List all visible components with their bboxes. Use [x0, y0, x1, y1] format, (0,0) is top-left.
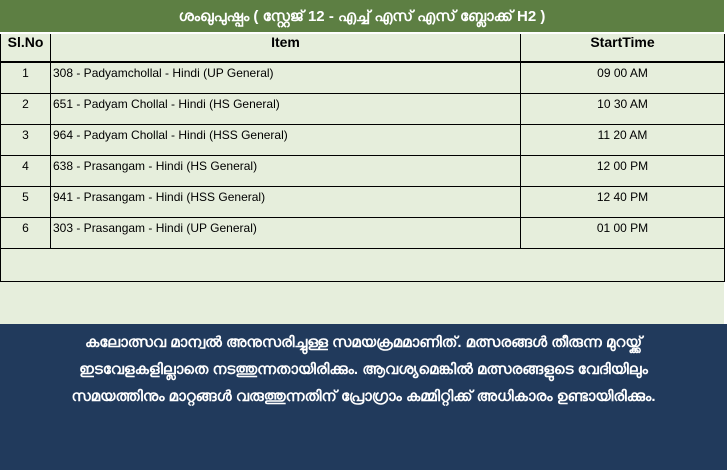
row-item: 308 - Padyamchollal - Hindi (UP General): [51, 62, 521, 93]
page-title: ശംഖുപുഷ്പം ( സ്റ്റേജ് 12 - എച്ച് എസ് എസ് ബ്ലോക്ക് H2 ): [0, 0, 724, 33]
table-row: [1, 62, 725, 93]
header-item: Item: [51, 34, 521, 62]
table-row-empty: [1, 248, 725, 281]
header-sl-no: Sl.No: [1, 34, 51, 62]
notice-box: [0, 324, 727, 470]
table-row: [1, 93, 725, 124]
table-row: [1, 155, 725, 186]
row-item: 651 - Padyam Chollal - Hindi (HS General): [51, 93, 521, 124]
row-start-time: 11 20 AM: [521, 124, 725, 155]
table-row: [1, 217, 725, 248]
row-sl-no: 2: [1, 93, 51, 124]
row-start-time: 10 30 AM: [521, 93, 725, 124]
row-item: 964 - Padyam Chollal - Hindi (HSS General): [51, 124, 521, 155]
row-item: 941 - Prasangam - Hindi (HSS General): [51, 186, 521, 217]
notice-line: സമയത്തിനും മാറ്റങ്ങൾ വരുത്തുന്നതിന് പ്രോഗ്രാം കമ്മിറ്റിക്ക് അധികാരം ഉണ്ടായിരിക്കും.: [71, 388, 656, 405]
row-start-time: 01 00 PM: [521, 217, 725, 248]
row-item: 638 - Prasangam - Hindi (HS General): [51, 155, 521, 186]
schedule-table: [0, 34, 725, 282]
row-start-time: 09 00 AM: [521, 62, 725, 93]
row-start-time: 12 40 PM: [521, 186, 725, 217]
schedule-table-container: [0, 34, 724, 324]
empty-cell: [1, 248, 725, 281]
row-sl-no: 6: [1, 217, 51, 248]
row-sl-no: 4: [1, 155, 51, 186]
table-row: [1, 124, 725, 155]
row-sl-no: 5: [1, 186, 51, 217]
row-item: 303 - Prasangam - Hindi (UP General): [51, 217, 521, 248]
table-row: [1, 186, 725, 217]
row-start-time: 12 00 PM: [521, 155, 725, 186]
row-sl-no: 1: [1, 62, 51, 93]
notice-line: കലോത്സവ മാന്വൽ അനുസരിച്ചുള്ള സമയക്രമമാണിത്. മത്സരങ്ങൾ തീരുന്ന മുറയ്ക്ക്: [84, 334, 643, 351]
table-header-row: [1, 34, 725, 62]
row-sl-no: 3: [1, 124, 51, 155]
notice-line: ഇടവേളകളില്ലാതെ നടത്തുന്നതായിരിക്കും. ആവശ്യമെങ്കിൽ മത്സരങ്ങളുടെ വേദിയിലും: [79, 361, 648, 378]
header-start-time: StartTime: [521, 34, 725, 62]
